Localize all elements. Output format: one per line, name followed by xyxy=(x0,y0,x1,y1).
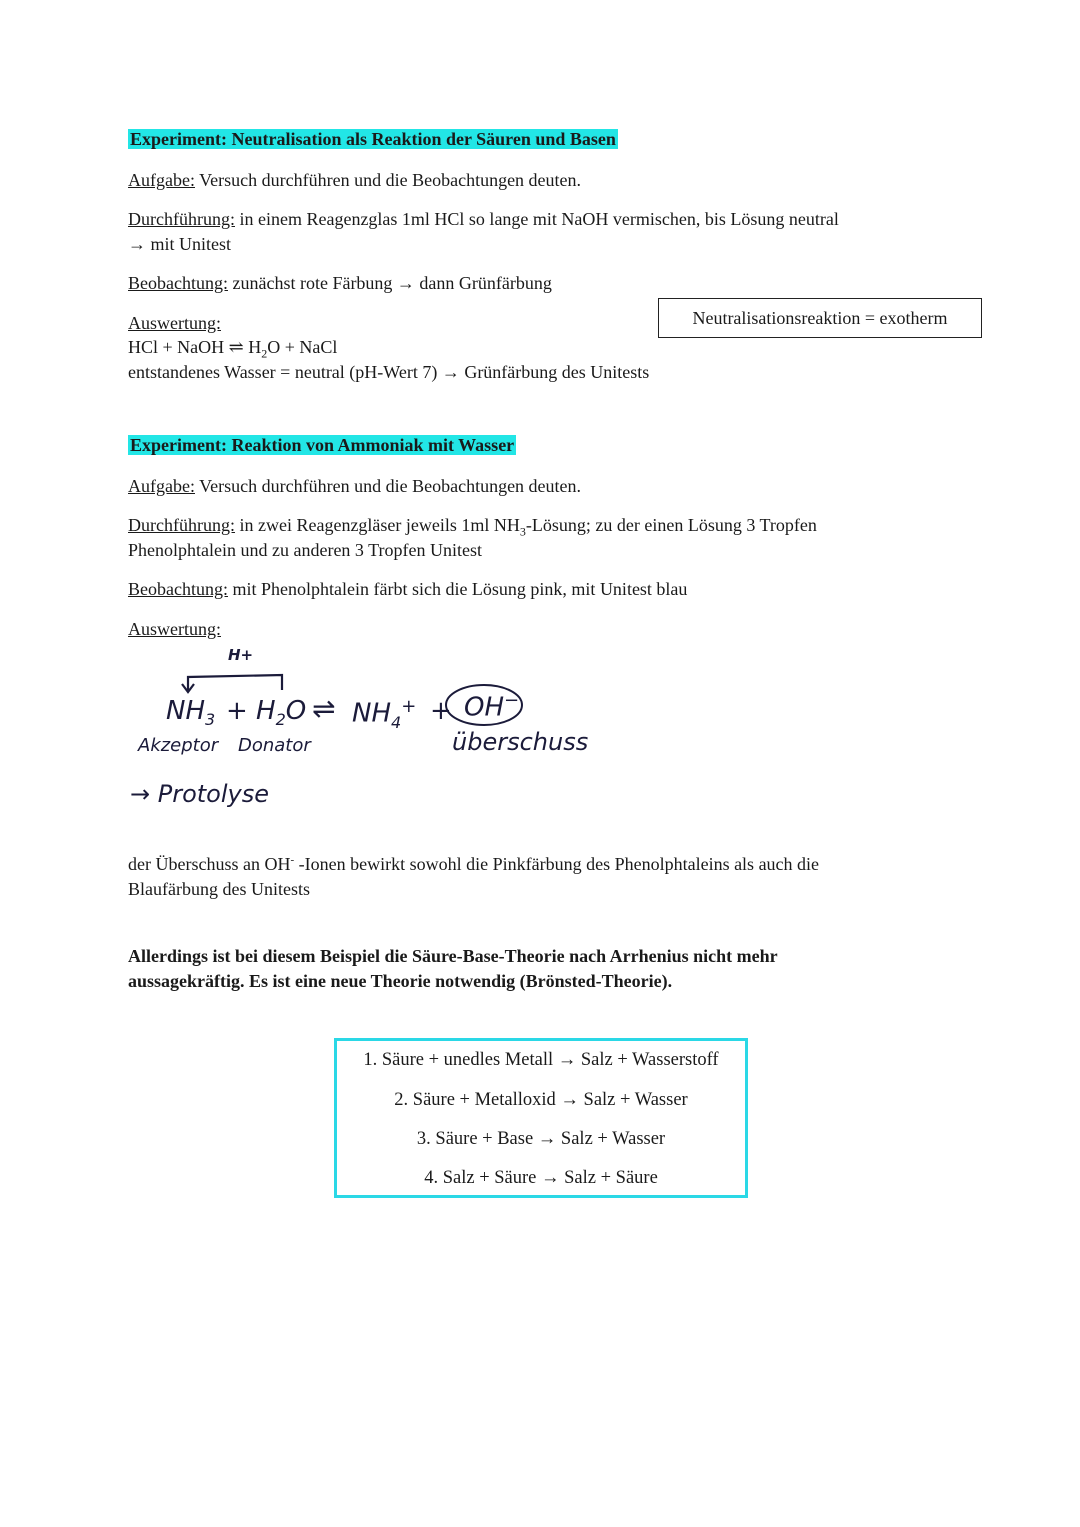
equilibrium-arrow: ⇌ xyxy=(312,692,336,725)
exp2-title: Experiment: Reaktion von Ammoniak mit Wasser xyxy=(130,435,515,455)
rule-item: 3. Säure + Base → Salz + Wasser xyxy=(416,1129,666,1149)
plus-sign-1: + xyxy=(226,696,248,726)
rule-item: 4. Salz + Säure → Salz + Säure xyxy=(424,1168,658,1188)
protolyse-label: → Protolyse xyxy=(130,780,269,808)
h2o-formula: $H_2O$ xyxy=(256,696,307,730)
theory-note-line1: Allerdings ist bei diesem Beispiel die Säure-Base-Theorie nach Arrhenius nicht mehr xyxy=(128,946,778,966)
nh3-formula: $NH_3$ xyxy=(166,696,216,730)
exp2-durchfuehrung: Durchführung: in zwei Reagenzgläser jeweils 1ml $NH_3$-Lösung; zu der einen Lösung 3 Tropfen xyxy=(128,515,817,539)
exp1-durchfuehrung: Durchführung: in einem Reagenzglas 1ml HCl so lange mit NaOH vermischen, bis Lösung neutral xyxy=(128,209,839,229)
proton-label: H+ xyxy=(228,646,254,664)
rule-item: 1. Säure + unedles Metall → Salz + Wasserstoff xyxy=(363,1050,719,1070)
ueberschuss-label: überschuss xyxy=(452,728,589,756)
exp1-result: entstandenes Wasser = neutral (pH-Wert 7) → Grünfärbung des Unitests xyxy=(128,362,650,382)
nh4-formula: $NH_4^+$ xyxy=(352,696,417,732)
exp2-explanation: der Überschuss an OH- -Ionen bewirkt sowohl die Pinkfärbung des Phenolphtaleins als auch die xyxy=(128,854,820,874)
exp2-durchfuehrung-line2: Phenolphtalein und zu anderen 3 Tropfen Unitest xyxy=(128,540,482,560)
exp1-aufgabe: Aufgabe: Versuch durchführen und die Beobachtungen deuten. xyxy=(128,170,582,190)
exp1-equation: HCl + NaOH ⇌ $H_2O$ + NaCl xyxy=(128,337,338,361)
exp2-auswertung-label: Auswertung: xyxy=(128,619,221,639)
reaction-rules-box xyxy=(334,1038,748,1198)
exp1-auswertung-label: Auswertung: xyxy=(128,313,221,333)
exotherm-box: Neutralisationsreaktion = exotherm xyxy=(658,298,982,338)
exp2-explanation-line2: Blaufärbung des Unitests xyxy=(128,879,310,899)
donator-label: Donator xyxy=(238,735,311,756)
rule-item: 2. Säure + Metalloxid → Salz + Wasser xyxy=(394,1090,688,1110)
exp2-aufgabe: Aufgabe: Versuch durchführen und die Beobachtungen deuten. xyxy=(128,476,582,496)
oh-formula: OH− xyxy=(464,690,520,723)
exp2-beobachtung: Beobachtung: mit Phenolphtalein färbt sich die Lösung pink, mit Unitest blau xyxy=(128,579,688,599)
exp1-durchfuehrung-line2: → mit Unitest xyxy=(128,234,231,254)
akzeptor-label: Akzeptor xyxy=(138,735,219,756)
theory-note-line2: aussagekräftig. Es ist eine neue Theorie notwendig (Brönsted-Theorie). xyxy=(128,971,673,991)
plus-sign-2: + xyxy=(430,696,452,726)
exp1-title: Experiment: Neutralisation als Reaktion der Säuren und Basen xyxy=(130,129,616,149)
exp1-beobachtung: Beobachtung: zunächst rote Färbung → dann Grünfärbung xyxy=(128,273,552,293)
